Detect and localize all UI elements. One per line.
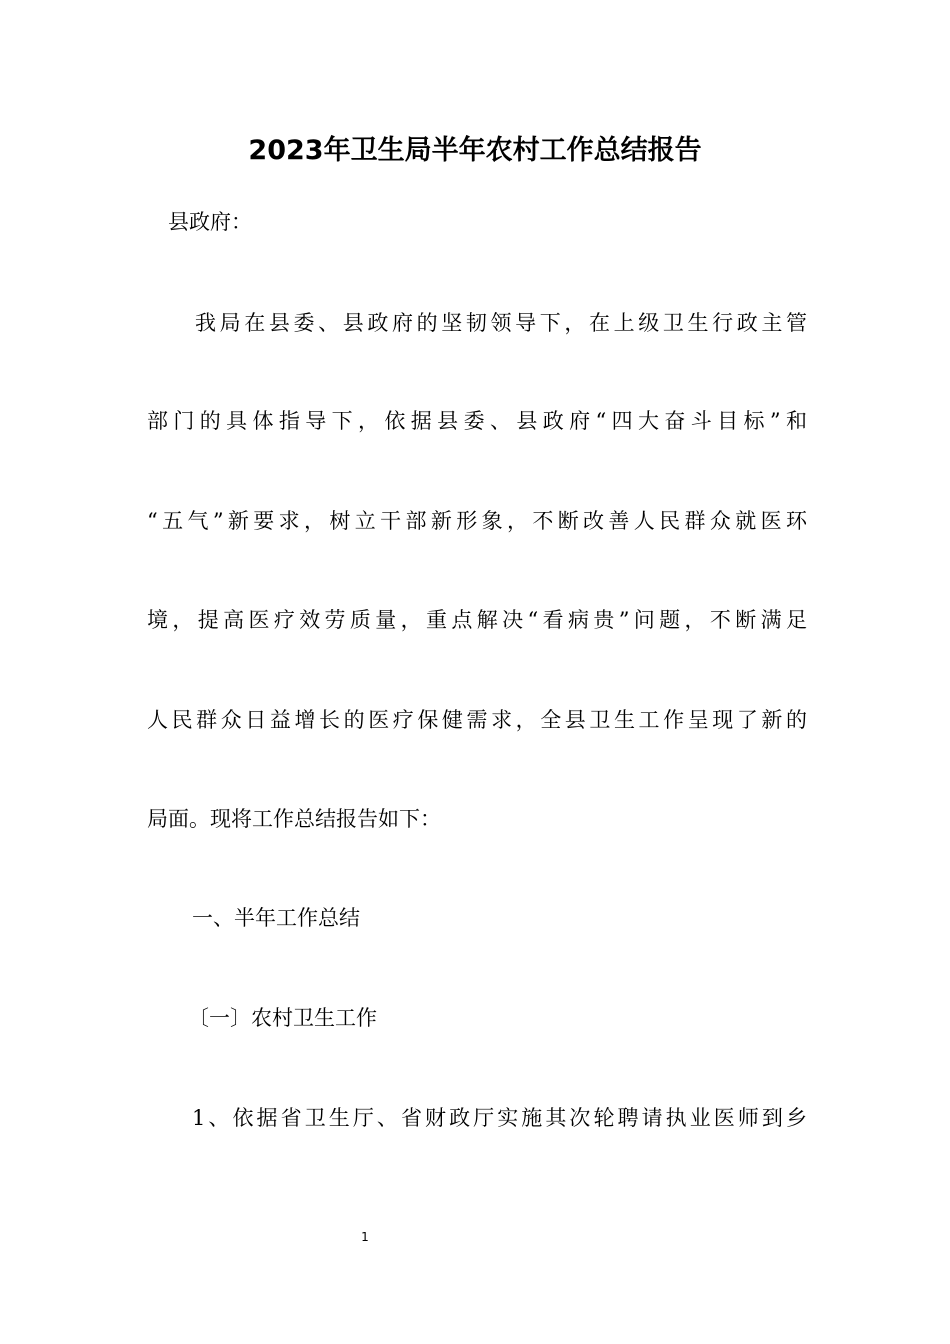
paragraph-line: 部门的具体指导下，依据县委、县政府“四大奋斗目标”和 [147,409,807,433]
paragraph-line: 人民群众日益增长的医疗保健需求，全县卫生工作呈现了新的 [147,708,807,732]
paragraph-line: 局面。现将工作总结报告如下： [147,807,441,831]
salutation: 县政府： [168,210,252,234]
paragraph-line: 境，提高医疗效劳质量，重点解决“看病贵”问题，不断满足 [147,608,807,632]
document-title: 2023年卫生局半年农村工作总结报告 [248,135,702,166]
section-heading: 一、半年工作总结 [192,906,360,930]
subsection-heading: 〔一〕农村卫生工作 [188,1006,377,1030]
page-number: 1 [361,1230,369,1244]
list-item-line: 1、依据省卫生厅、省财政厅实施其次轮聘请执业医师到乡 [192,1106,807,1130]
paragraph-line: 我局在县委、县政府的坚韧领导下，在上级卫生行政主管 [195,311,807,335]
paragraph-line: “五气”新要求，树立干部新形象，不断改善人民群众就医环 [147,509,807,533]
